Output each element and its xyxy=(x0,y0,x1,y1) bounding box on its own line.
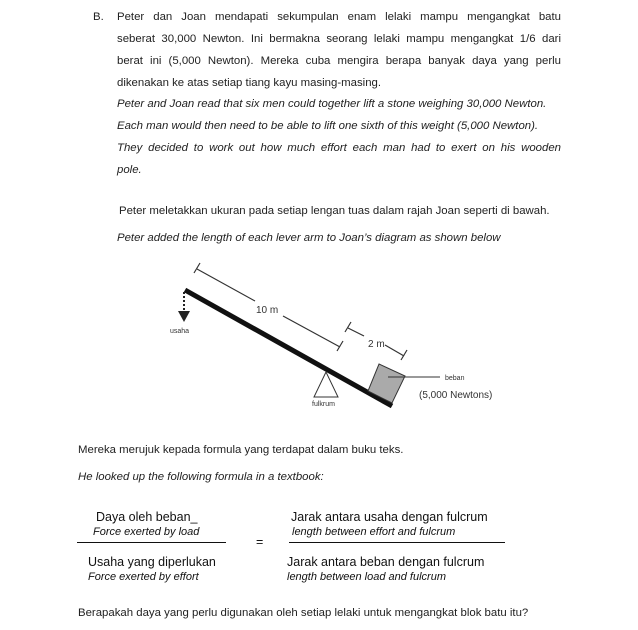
section-marker: B. xyxy=(93,11,104,23)
formula-left-numerator: Daya oleh beban_ xyxy=(96,510,198,524)
formula-left-numerator-en: Force exerted by load xyxy=(93,526,200,538)
length-10-label: 10 m xyxy=(256,305,279,316)
length-2-label: 2 m xyxy=(368,339,385,350)
formula-right-denominator-en: length between load and fulcrum xyxy=(287,571,446,583)
effort-label: usaha xyxy=(170,328,190,335)
fraction-bar-right xyxy=(289,542,505,543)
load-label: beban xyxy=(445,375,465,382)
malay-line: Peter dan Joan mendapati sekumpulan enam lelaki mampu mengangkat batu xyxy=(117,11,561,23)
formula-right-numerator-en: length between effort and fulcrum xyxy=(292,526,456,538)
equals-sign: = xyxy=(256,535,264,549)
english-line: They decided to work out how much effort each man had to exert on his wooden xyxy=(117,142,561,154)
load-value: (5,000 Newtons) xyxy=(419,390,493,401)
formula-left-denominator-en: Force exerted by effort xyxy=(88,571,199,583)
english-line: pole. xyxy=(117,164,142,176)
fraction-bar-left xyxy=(77,542,226,543)
peter-malay: Peter meletakkan ukuran pada setiap lengan tuas dalam rajah Joan seperti di bawah. xyxy=(119,205,550,217)
english-line: Peter and Joan read that six men could together lift a stone weighing 30,000 Newton. xyxy=(117,98,547,110)
fulcrum-label: fulkrum xyxy=(312,401,335,408)
formula-intro-english: He looked up the following formula in a textbook: xyxy=(78,471,324,483)
formula-right-numerator: Jarak antara usaha dengan fulcrum xyxy=(291,510,488,524)
english-line: Each man would then need to be able to lift one sixth of this weight (5,000 Newton). xyxy=(117,120,539,132)
peter-english: Peter added the length of each lever arm to Joan’s diagram as shown below xyxy=(117,232,501,244)
malay-line: dikenakan ke atas setiap tiang kayu masing-masing. xyxy=(117,77,382,89)
formula-left-denominator: Usaha yang diperlukan xyxy=(88,555,216,569)
effort-arrowhead-icon xyxy=(178,311,190,322)
question: Berapakah daya yang perlu digunakan oleh setiap lelaki untuk mengangkat blok batu itu? xyxy=(78,607,529,619)
malay-line: berat ini (5,000 Newton). Mereka cuba mengira berapa banyak daya yang perlu xyxy=(117,55,561,67)
malay-line: seberat 30,000 Newton. Ini bermakna seorang lelaki mampu mengangkat 1/6 dari xyxy=(117,33,561,45)
formula-right-denominator: Jarak antara beban dengan fulcrum xyxy=(287,555,485,569)
lever-beam xyxy=(185,290,392,406)
formula-intro-malay: Mereka merujuk kepada formula yang terdapat dalam buku teks. xyxy=(78,444,404,456)
